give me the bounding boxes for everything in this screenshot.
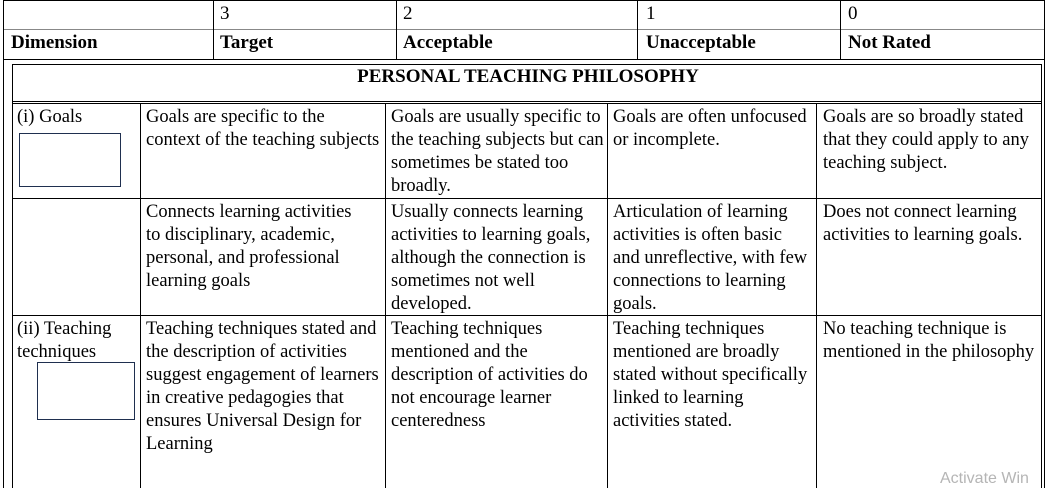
col-divider-unacceptable [637,0,638,60]
row2-notrated: Does not connect learning activities to learning goals. [823,202,1023,245]
inner-col-2 [385,103,386,488]
activation-watermark: Activate Win [940,470,1029,487]
inner-col-3 [607,103,608,488]
section-title: PERSONAL TEACHING PHILOSOPHY [357,66,699,87]
row2-acceptable: Usually connects learning activities to learning goals, although the connection is sometimes not well developed. [391,202,591,314]
target-header: Target [220,32,274,53]
level-number-unacceptable: 1 [646,3,656,24]
header-bottom-border [3,59,1045,60]
dimension-header: Dimension [11,32,98,53]
rating-box-goals[interactable] [19,133,121,187]
inner-left [12,64,13,488]
section-title-bottom-double [12,103,1042,104]
row3-dimension: (ii) Teaching techniques [17,319,112,362]
notrated-header: Not Rated [848,32,931,53]
row1-notrated: Goals are so broadly stated that they could apply to any teaching subject. [823,107,1030,173]
col-divider-target [213,0,214,60]
row1-bottom [12,198,1042,199]
table-top-border [3,0,1045,1]
col-divider-acceptable [396,0,397,60]
row3-target: Teaching techniques stated and the description of activities suggest engagement of learners in creative pedagogies that ensures Universal Design for Learning [146,319,379,454]
row1-target: Goals are specific to the context of the teaching subjects [146,107,380,150]
level-number-acceptable: 2 [403,3,413,24]
row2-unacceptable: Articulation of learning activities is often basic and unreflective, with few connections to learning goals. [613,202,808,314]
row3-unacceptable: Teaching techniques mentioned are broadly stated without specifically linked to learning activities stated. [613,319,808,431]
rating-box-teaching-techniques[interactable] [37,362,135,420]
level-number-notrated: 0 [848,3,858,24]
inner-right [1041,64,1042,488]
inner-col-4 [816,103,817,488]
section-title-bottom [12,101,1042,102]
header-divider [3,29,1045,30]
inner-col-1 [140,103,141,488]
row2-target: Connects learning activities to disciplinary, academic, personal, and professional learning goals [146,202,352,291]
row3-notrated: No teaching technique is mentioned in the philosophy [823,319,1035,362]
row1-unacceptable: Goals are often unfocused or incomplete. [613,107,807,150]
row1-acceptable: Goals are usually specific to the teaching subjects but can sometimes be stated too broadly. [391,107,604,196]
table-left-border [3,0,4,488]
level-number-target: 3 [220,3,230,24]
col-divider-notrated [840,0,841,60]
unacceptable-header: Unacceptable [646,32,756,53]
table-right-border [1044,0,1045,488]
acceptable-header: Acceptable [403,32,493,53]
row1-dimension: (i) Goals [17,107,83,127]
inner-table-top [12,64,1042,65]
row3-acceptable: Teaching techniques mentioned and the description of activities do not encourage learner centeredness [391,319,588,431]
